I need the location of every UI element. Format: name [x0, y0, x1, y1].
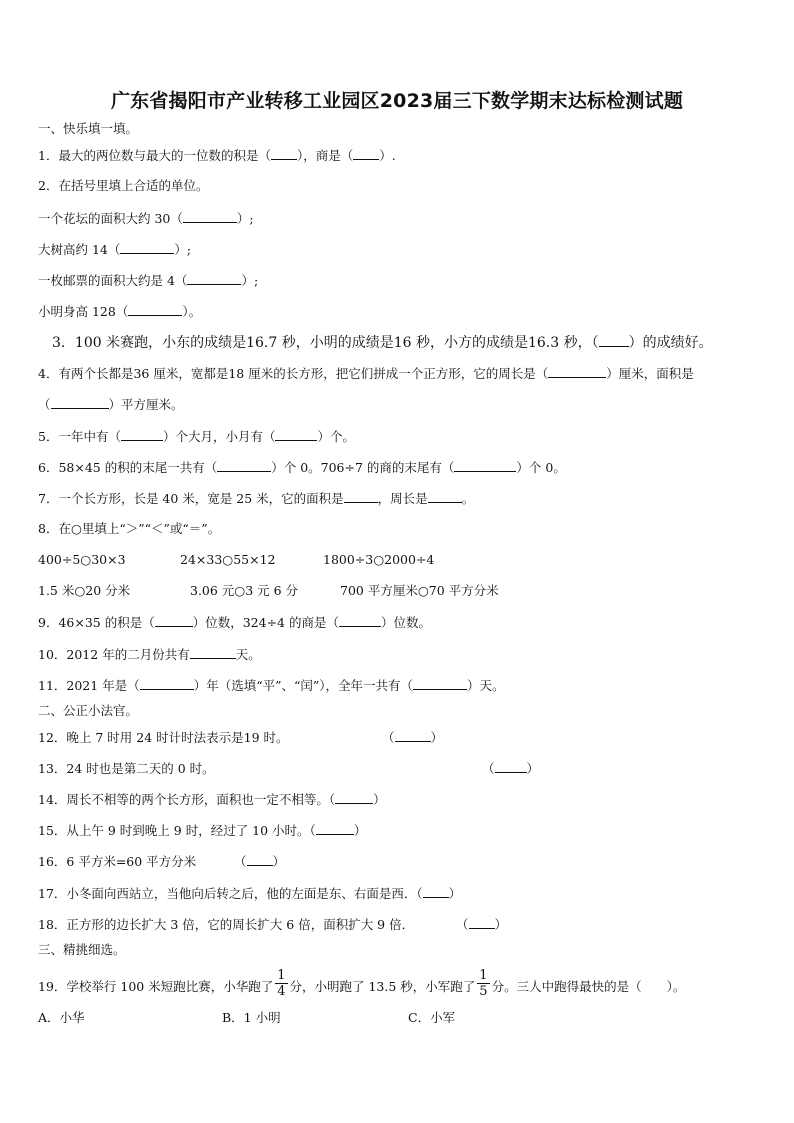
compare-item[interactable]: 1800÷3○2000÷4	[323, 552, 435, 567]
question-8-stem: 8．在○里填上“＞”“＜”或“＝”。	[38, 521, 221, 536]
question-9: 9．46×35 的积是（ ）位数，324÷4 的商是（ ）位数。	[38, 615, 431, 630]
answer-blank[interactable]	[454, 458, 516, 472]
question-7: 7．一个长方形，长是 40 米，宽是 25 米，它的面积是 ，周长是 。	[38, 491, 475, 506]
compare-item[interactable]: 700 平方厘米○70 平方分米	[340, 583, 499, 598]
question-2-line-2: 大树高约 14（ ）;	[38, 242, 192, 257]
question-3: 3．100 米赛跑，小东的成绩是16.7 秒，小明的成绩是16 秒，小方的成绩是16.3 秒，（ ）的成绩好。	[52, 335, 713, 351]
compare-item[interactable]: 1.5 米○20 分米	[38, 583, 131, 598]
answer-blank[interactable]	[247, 852, 273, 866]
question-19-options	[38, 1009, 455, 1027]
answer-blank[interactable]	[128, 302, 182, 316]
question-8-row-2	[38, 582, 499, 600]
question-2-line-4: 小明身高 128（ ）。	[38, 304, 202, 319]
fraction-one-fifth: $\frac{1}{5}$	[479, 968, 488, 999]
question-13: 13．24 时也是第二天的 0 时。 （ ）	[38, 761, 540, 776]
question-17: 17．小冬面向西站立，当他向后转之后，他的左面是东、右面是西．（ ）	[38, 886, 462, 901]
answer-blank[interactable]	[548, 364, 606, 378]
answer-blank[interactable]	[155, 613, 193, 627]
question-19: 19．学校举行 100 米短跑比赛，小华跑了 $\frac{1}{4}$ 分，小明跑了 13.5 秒，小军跑了 $\frac{1}{5}$ 分。三人中跑得最快的是（ ）。	[38, 968, 686, 999]
section-1-heading: 一、快乐填一填。	[38, 121, 139, 136]
question-2-stem: 2．在括号里填上合适的单位。	[38, 178, 209, 193]
answer-blank[interactable]	[190, 645, 236, 659]
question-6: 6．58×45 的积的末尾一共有（ ）个 0。706÷7 的商的末尾有（ ）个 0。	[38, 460, 566, 475]
answer-blank[interactable]	[428, 489, 462, 503]
question-5: 5．一年中有（ ）个大月，小月有（ ）个。	[38, 429, 355, 444]
answer-blank[interactable]	[275, 427, 317, 441]
question-18: 18．正方形的边长扩大 3 倍，它的周长扩大 6 倍，面积扩大 9 倍． （ ）	[38, 917, 508, 932]
section-3-heading: 三、精挑细选。	[38, 942, 126, 957]
fraction-one-quarter: $\frac{1}{4}$	[277, 968, 286, 999]
answer-blank[interactable]	[316, 821, 354, 835]
question-15: 15．从上午 9 时到晚上 9 时，经过了 10 小时。（ ）	[38, 823, 367, 838]
answer-blank[interactable]	[423, 884, 449, 898]
answer-blank[interactable]	[395, 728, 431, 742]
option-b[interactable]: B．1 小明	[222, 1010, 281, 1025]
answer-blank[interactable]	[339, 613, 381, 627]
answer-blank[interactable]	[187, 271, 241, 285]
answer-blank[interactable]	[51, 395, 109, 409]
answer-blank[interactable]	[469, 915, 495, 929]
answer-blank[interactable]	[599, 333, 629, 347]
answer-blank[interactable]	[353, 146, 379, 160]
question-1: 1．最大的两位数与最大的一位数的积是（ ），商是（ ）.	[38, 148, 396, 163]
compare-item[interactable]: 3.06 元○3 元 6 分	[190, 583, 299, 598]
answer-blank[interactable]	[413, 676, 467, 690]
question-4-cont: （ ）平方厘米。	[38, 397, 184, 412]
answer-blank[interactable]	[140, 676, 194, 690]
question-2-line-3: 一枚邮票的面积大约是 4（ ）;	[38, 273, 259, 288]
question-11: 11．2021 年是（ ）年（选填“平”、“闰”），全年一共有（ ）天。	[38, 678, 505, 693]
question-4: 4．有两个长都是36 厘米，宽都是18 厘米的长方形，把它们拼成一个正方形，它的周长是（ ）厘米，面积是	[38, 366, 694, 381]
option-a[interactable]: A．小华	[38, 1010, 85, 1025]
answer-blank[interactable]	[183, 209, 237, 223]
answer-blank[interactable]	[271, 146, 297, 160]
page-title: 广东省揭阳市产业转移工业园区2023届三下数学期末达标检测试题	[110, 90, 684, 112]
question-2-line-1: 一个花坛的面积大约 30（ ）;	[38, 211, 254, 226]
question-14: 14．周长不相等的两个长方形，面积也一定不相等。（ ）	[38, 792, 386, 807]
answer-blank[interactable]	[344, 489, 378, 503]
answer-blank[interactable]	[121, 427, 163, 441]
question-10: 10．2012 年的二月份共有 天。	[38, 647, 261, 662]
question-16: 16．6 平方米=60 平方分米 （ ）	[38, 854, 286, 869]
answer-blank[interactable]	[217, 458, 271, 472]
section-2-heading: 二、公正小法官。	[38, 703, 139, 718]
compare-item[interactable]: 24×33○55×12	[180, 552, 276, 567]
answer-blank[interactable]	[495, 759, 527, 773]
answer-blank[interactable]	[120, 240, 174, 254]
option-c[interactable]: C．小军	[408, 1010, 456, 1025]
compare-item[interactable]: 400÷5○30×3	[38, 552, 126, 567]
question-8-row-1	[38, 551, 434, 569]
answer-blank[interactable]	[335, 790, 373, 804]
question-12: 12．晚上 7 时用 24 时计时法表示是19 时。 （ ）	[38, 730, 444, 745]
